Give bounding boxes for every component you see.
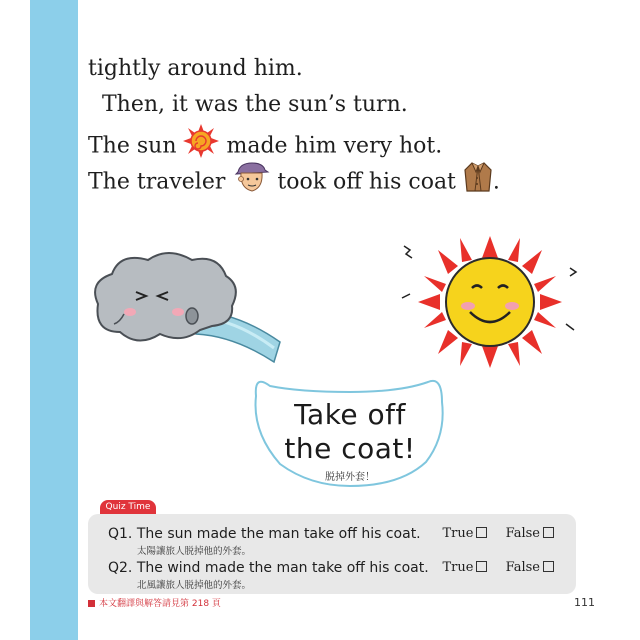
q1-true-checkbox[interactable]	[476, 527, 487, 538]
quiz-time-tab: Quiz Time	[100, 500, 156, 515]
footer-note-text: 本文翻譯與解答請見第 218 頁	[99, 599, 221, 609]
story-line-3-start: The sun	[88, 133, 177, 159]
speech-line-2: the coat!	[284, 432, 416, 465]
page-side-bar	[30, 0, 78, 640]
q2-false-label: False	[505, 560, 540, 575]
traveler-face-icon	[232, 160, 270, 205]
q2-true-option[interactable]	[442, 560, 487, 575]
story-line-4-middle: took off his coat	[277, 169, 456, 195]
coat-icon	[463, 160, 493, 205]
story-line-1	[88, 52, 303, 86]
question-2-choices	[428, 560, 554, 575]
q1-false-label: False	[505, 526, 540, 541]
question-2-text: Q2. The wind made the man take off his coat.	[108, 560, 429, 576]
story-line-4-start: The traveler	[88, 169, 226, 195]
quiz-panel	[88, 514, 576, 594]
q2-false-option[interactable]	[506, 560, 554, 575]
story-line-4-period: .	[492, 169, 500, 195]
story-line-2-text: Then, it was the sun’s turn.	[102, 92, 408, 117]
quiz-question-1	[108, 526, 568, 557]
story-line-3-end: made him very hot.	[226, 133, 443, 159]
page-number: 111	[574, 596, 595, 609]
q1-false-checkbox[interactable]	[543, 527, 554, 538]
question-1-translation: 太陽讓旅人脱掉他的外套。	[137, 546, 252, 557]
footer-reference-note	[88, 596, 221, 609]
story-line-3	[88, 124, 442, 158]
q1-true-label: True	[442, 526, 474, 541]
q1-false-option[interactable]	[506, 526, 554, 541]
question-1-choices	[428, 526, 554, 541]
story-line-1-text: tightly around him.	[88, 56, 303, 81]
q2-true-label: True	[442, 560, 474, 575]
q2-true-checkbox[interactable]	[476, 561, 487, 572]
wind-cloud-illustration	[84, 244, 284, 374]
story-line-4	[88, 160, 500, 194]
question-1-text: Q1. The sun made the man take off his coat.	[108, 526, 421, 542]
speech-line-1: Take off	[294, 398, 406, 431]
square-bullet-icon	[88, 600, 95, 607]
speech-translation: 脱掉外套！	[325, 472, 375, 483]
smiling-sun-illustration	[400, 228, 580, 376]
q2-false-checkbox[interactable]	[543, 561, 554, 572]
story-line-2	[102, 88, 408, 122]
question-2-translation: 北風讓旅人脱掉他的外套。	[137, 580, 252, 591]
q1-true-option[interactable]	[442, 526, 487, 541]
speech-bubble	[250, 372, 450, 490]
quiz-question-2	[108, 560, 568, 591]
